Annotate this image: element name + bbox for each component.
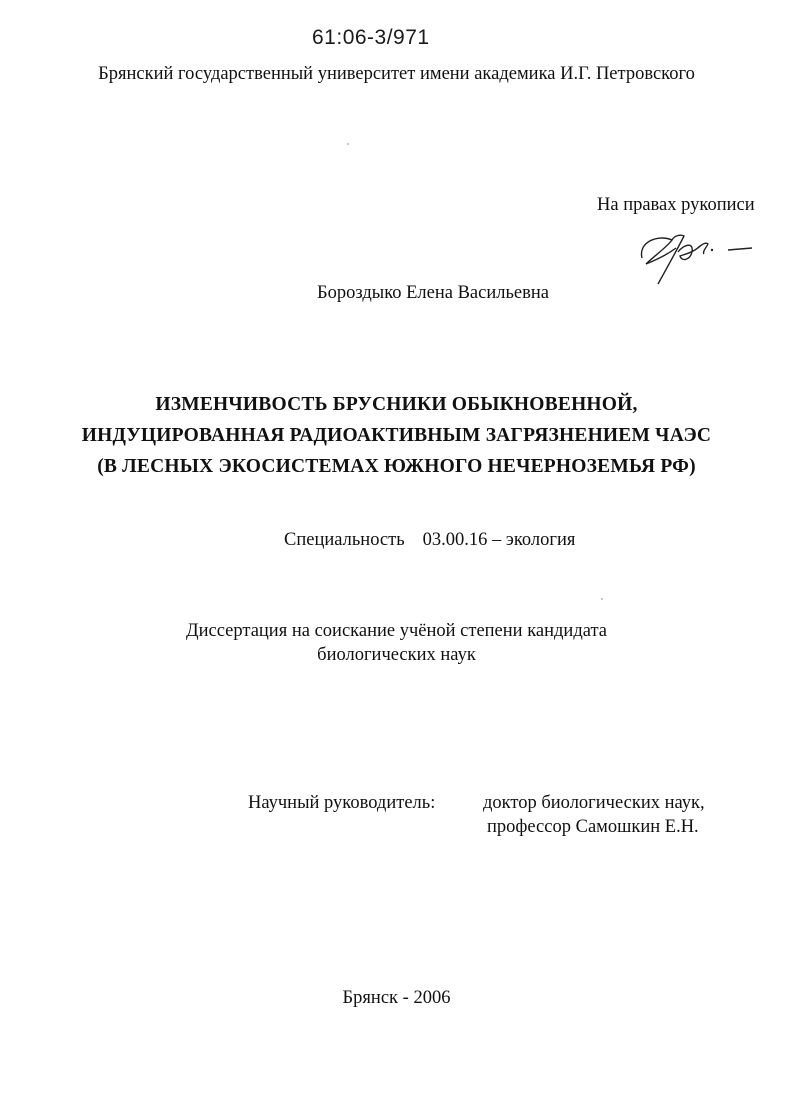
supervisor-label: Научный руководитель: bbox=[248, 793, 436, 813]
handwritten-signature bbox=[628, 218, 758, 290]
dissertation-degree bbox=[0, 619, 793, 667]
university-name: Брянский государственный университет имени академика И.Г. Петровского bbox=[98, 64, 695, 84]
thesis-title bbox=[0, 389, 793, 482]
dissertation-line: Диссертация на соискание учёной степени кандидата bbox=[186, 621, 607, 641]
specialty bbox=[284, 530, 575, 551]
dissertation-line: биологических наук bbox=[317, 645, 476, 665]
archive-stamp-number: 61:06-3/971 bbox=[312, 26, 430, 49]
manuscript-rights-label: На правах рукописи bbox=[597, 195, 755, 215]
scan-speck bbox=[347, 143, 349, 145]
specialty-value: 03.00.16 – экология bbox=[422, 530, 576, 550]
scan-speck bbox=[601, 598, 603, 600]
supervisor-name: профессор Самошкин Е.Н. bbox=[487, 817, 699, 837]
supervisor-degree: доктор биологических наук, bbox=[483, 793, 705, 813]
specialty-label: Специальность bbox=[284, 530, 405, 550]
thesis-title-line: ИЗМЕНЧИВОСТЬ БРУСНИКИ ОБЫКНОВЕННОЙ, bbox=[155, 394, 638, 415]
thesis-title-line: ИНДУЦИРОВАННАЯ РАДИОАКТИВНЫМ ЗАГРЯЗНЕНИЕМ ЧАЭС bbox=[81, 425, 712, 446]
thesis-title-line: (В ЛЕСНЫХ ЭКОСИСТЕМАХ ЮЖНОГО НЕЧЕРНОЗЕМЬЯ РФ) bbox=[97, 456, 696, 477]
author-name: Бороздыко Елена Васильевна bbox=[317, 283, 549, 303]
city-year: Брянск - 2006 bbox=[342, 988, 451, 1008]
